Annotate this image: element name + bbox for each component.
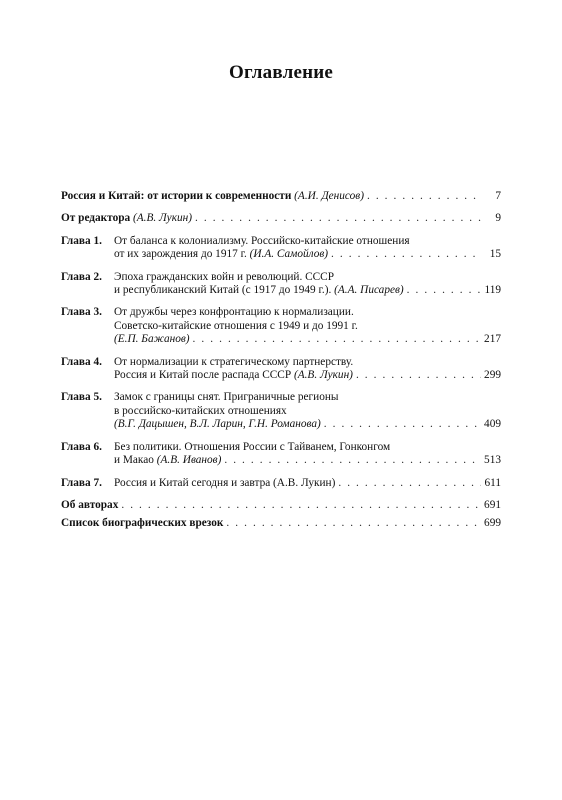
entry-body (114, 477, 501, 490)
entry-title-line: От нормализации к стратегическому партнерству. (114, 355, 354, 368)
entry-title (61, 517, 223, 530)
chapter-label: Глава 3. (61, 306, 102, 319)
entry-authors: (Е.П. Бажанов) (114, 333, 190, 346)
entry-authors: (И.А. Самойлов) (246, 248, 329, 261)
entry-body (114, 441, 501, 468)
page-number: 691 (484, 498, 501, 511)
entry-title-text: и Макао (114, 454, 154, 467)
entry-body (114, 356, 501, 383)
toc-entry[interactable] (61, 235, 501, 262)
entry-title (114, 454, 221, 467)
entry-body (61, 499, 501, 512)
page-title: Оглавление (228, 62, 334, 83)
entry-title-text: Россия и Китай сегодня и завтра (А.В. Лукин) (114, 476, 336, 489)
toc-entry[interactable] (61, 271, 501, 298)
entry-title-text: Россия и Китай после распада СССР (114, 369, 292, 382)
dot-leader (324, 418, 481, 431)
entry-title (61, 212, 192, 225)
entry-title-bold: Об авторах (61, 498, 119, 511)
page-number: 513 (484, 454, 501, 467)
entry-last-line (61, 190, 501, 203)
entry-authors: (В.Г. Дацышен, В.Л. Ларин, Г.Н. Романова) (114, 418, 321, 431)
entry-authors: (А.А. Писарев) (331, 284, 404, 297)
page-number: 9 (495, 212, 501, 225)
entry-title-line: От баланса к колониализму. Российско-китайские отношения (114, 234, 410, 247)
entry-body (61, 212, 501, 225)
dot-leader (224, 454, 481, 467)
entry-title-text: и республиканский Китай (с 1917 до 1949 г.). (114, 284, 332, 297)
table-of-contents (61, 190, 501, 531)
entry-body (114, 306, 501, 346)
page-number: 15 (489, 248, 501, 261)
entry-title (114, 333, 190, 346)
toc-entry[interactable] (61, 517, 501, 530)
page-number: 119 (484, 284, 501, 297)
toc-entry[interactable] (61, 356, 501, 383)
entry-authors: (А.В. Лукин) (130, 212, 192, 225)
toc-entry[interactable] (61, 212, 501, 225)
dot-leader (121, 499, 481, 512)
entry-last-line (114, 248, 501, 261)
toc-entry[interactable] (61, 477, 501, 490)
entry-title-line: От дружбы через конфронтацию к нормализации. (114, 306, 354, 319)
toc-entry[interactable] (61, 391, 501, 431)
page-number: 299 (484, 369, 501, 382)
entry-last-line (114, 333, 501, 346)
entry-title (114, 477, 335, 490)
entry-authors: (А.В. Иванов) (153, 454, 222, 467)
page-number: 611 (484, 476, 501, 489)
entry-title-text: от их зарождения до 1917 г. (114, 248, 247, 261)
dot-leader (331, 248, 482, 261)
chapter-label: Глава 1. (61, 234, 102, 247)
chapter-label: Глава 6. (61, 440, 102, 453)
entry-last-line (61, 517, 501, 530)
dot-leader (407, 284, 482, 297)
page-number: 217 (484, 333, 501, 346)
entry-title-line: Замок с границы снят. Приграничные регионы (114, 391, 339, 404)
entry-title-bold: От редактора (61, 212, 131, 225)
entry-body (114, 391, 501, 431)
entry-title-bold: Список биографических врезок (61, 517, 224, 530)
dot-leader (338, 477, 481, 490)
entry-title (114, 369, 353, 382)
chapter-label: Глава 5. (61, 391, 102, 404)
entry-last-line (61, 499, 501, 512)
entry-title-line: в российско-китайских отношениях (114, 404, 287, 417)
toc-entry[interactable] (61, 441, 501, 468)
entry-last-line (61, 212, 501, 225)
page-number: 7 (495, 190, 501, 202)
dot-leader (226, 517, 481, 530)
chapter-label: Глава 4. (61, 355, 102, 368)
entry-body (61, 190, 501, 203)
entry-title (114, 248, 328, 261)
entry-last-line (114, 369, 501, 382)
entry-authors: (А.В. Лукин) (291, 369, 353, 382)
entry-title (114, 418, 321, 431)
dot-leader (356, 369, 481, 382)
entry-last-line (114, 418, 501, 431)
entry-authors: (А.И. Денисов) (291, 190, 364, 202)
entry-title-line: Эпоха гражданских войн и революций. СССР (114, 270, 334, 283)
chapter-label: Глава 7. (61, 476, 102, 489)
dot-leader (367, 190, 482, 203)
entry-last-line (114, 477, 501, 490)
entry-title-bold: Россия и Китай: от истории к современности (61, 190, 292, 202)
page-number: 409 (484, 418, 501, 431)
dot-leader (193, 333, 482, 346)
entry-body (61, 517, 501, 530)
toc-entry[interactable] (61, 499, 501, 512)
page-number: 699 (484, 517, 501, 530)
dot-leader (195, 212, 482, 225)
entry-title (61, 190, 364, 203)
toc-entry[interactable] (61, 306, 501, 346)
toc-entry[interactable] (61, 190, 501, 203)
entry-body (114, 235, 501, 262)
entry-title-line: Без политики. Отношения России с Тайванем, Гонконгом (114, 440, 391, 453)
entry-last-line (114, 454, 501, 467)
entry-title (61, 499, 118, 512)
entry-body (114, 271, 501, 298)
chapter-label: Глава 2. (61, 270, 102, 283)
entry-last-line (114, 284, 501, 297)
entry-title (114, 284, 404, 297)
entry-title-line: Советско-китайские отношения с 1949 и до 1991 г. (114, 319, 358, 332)
